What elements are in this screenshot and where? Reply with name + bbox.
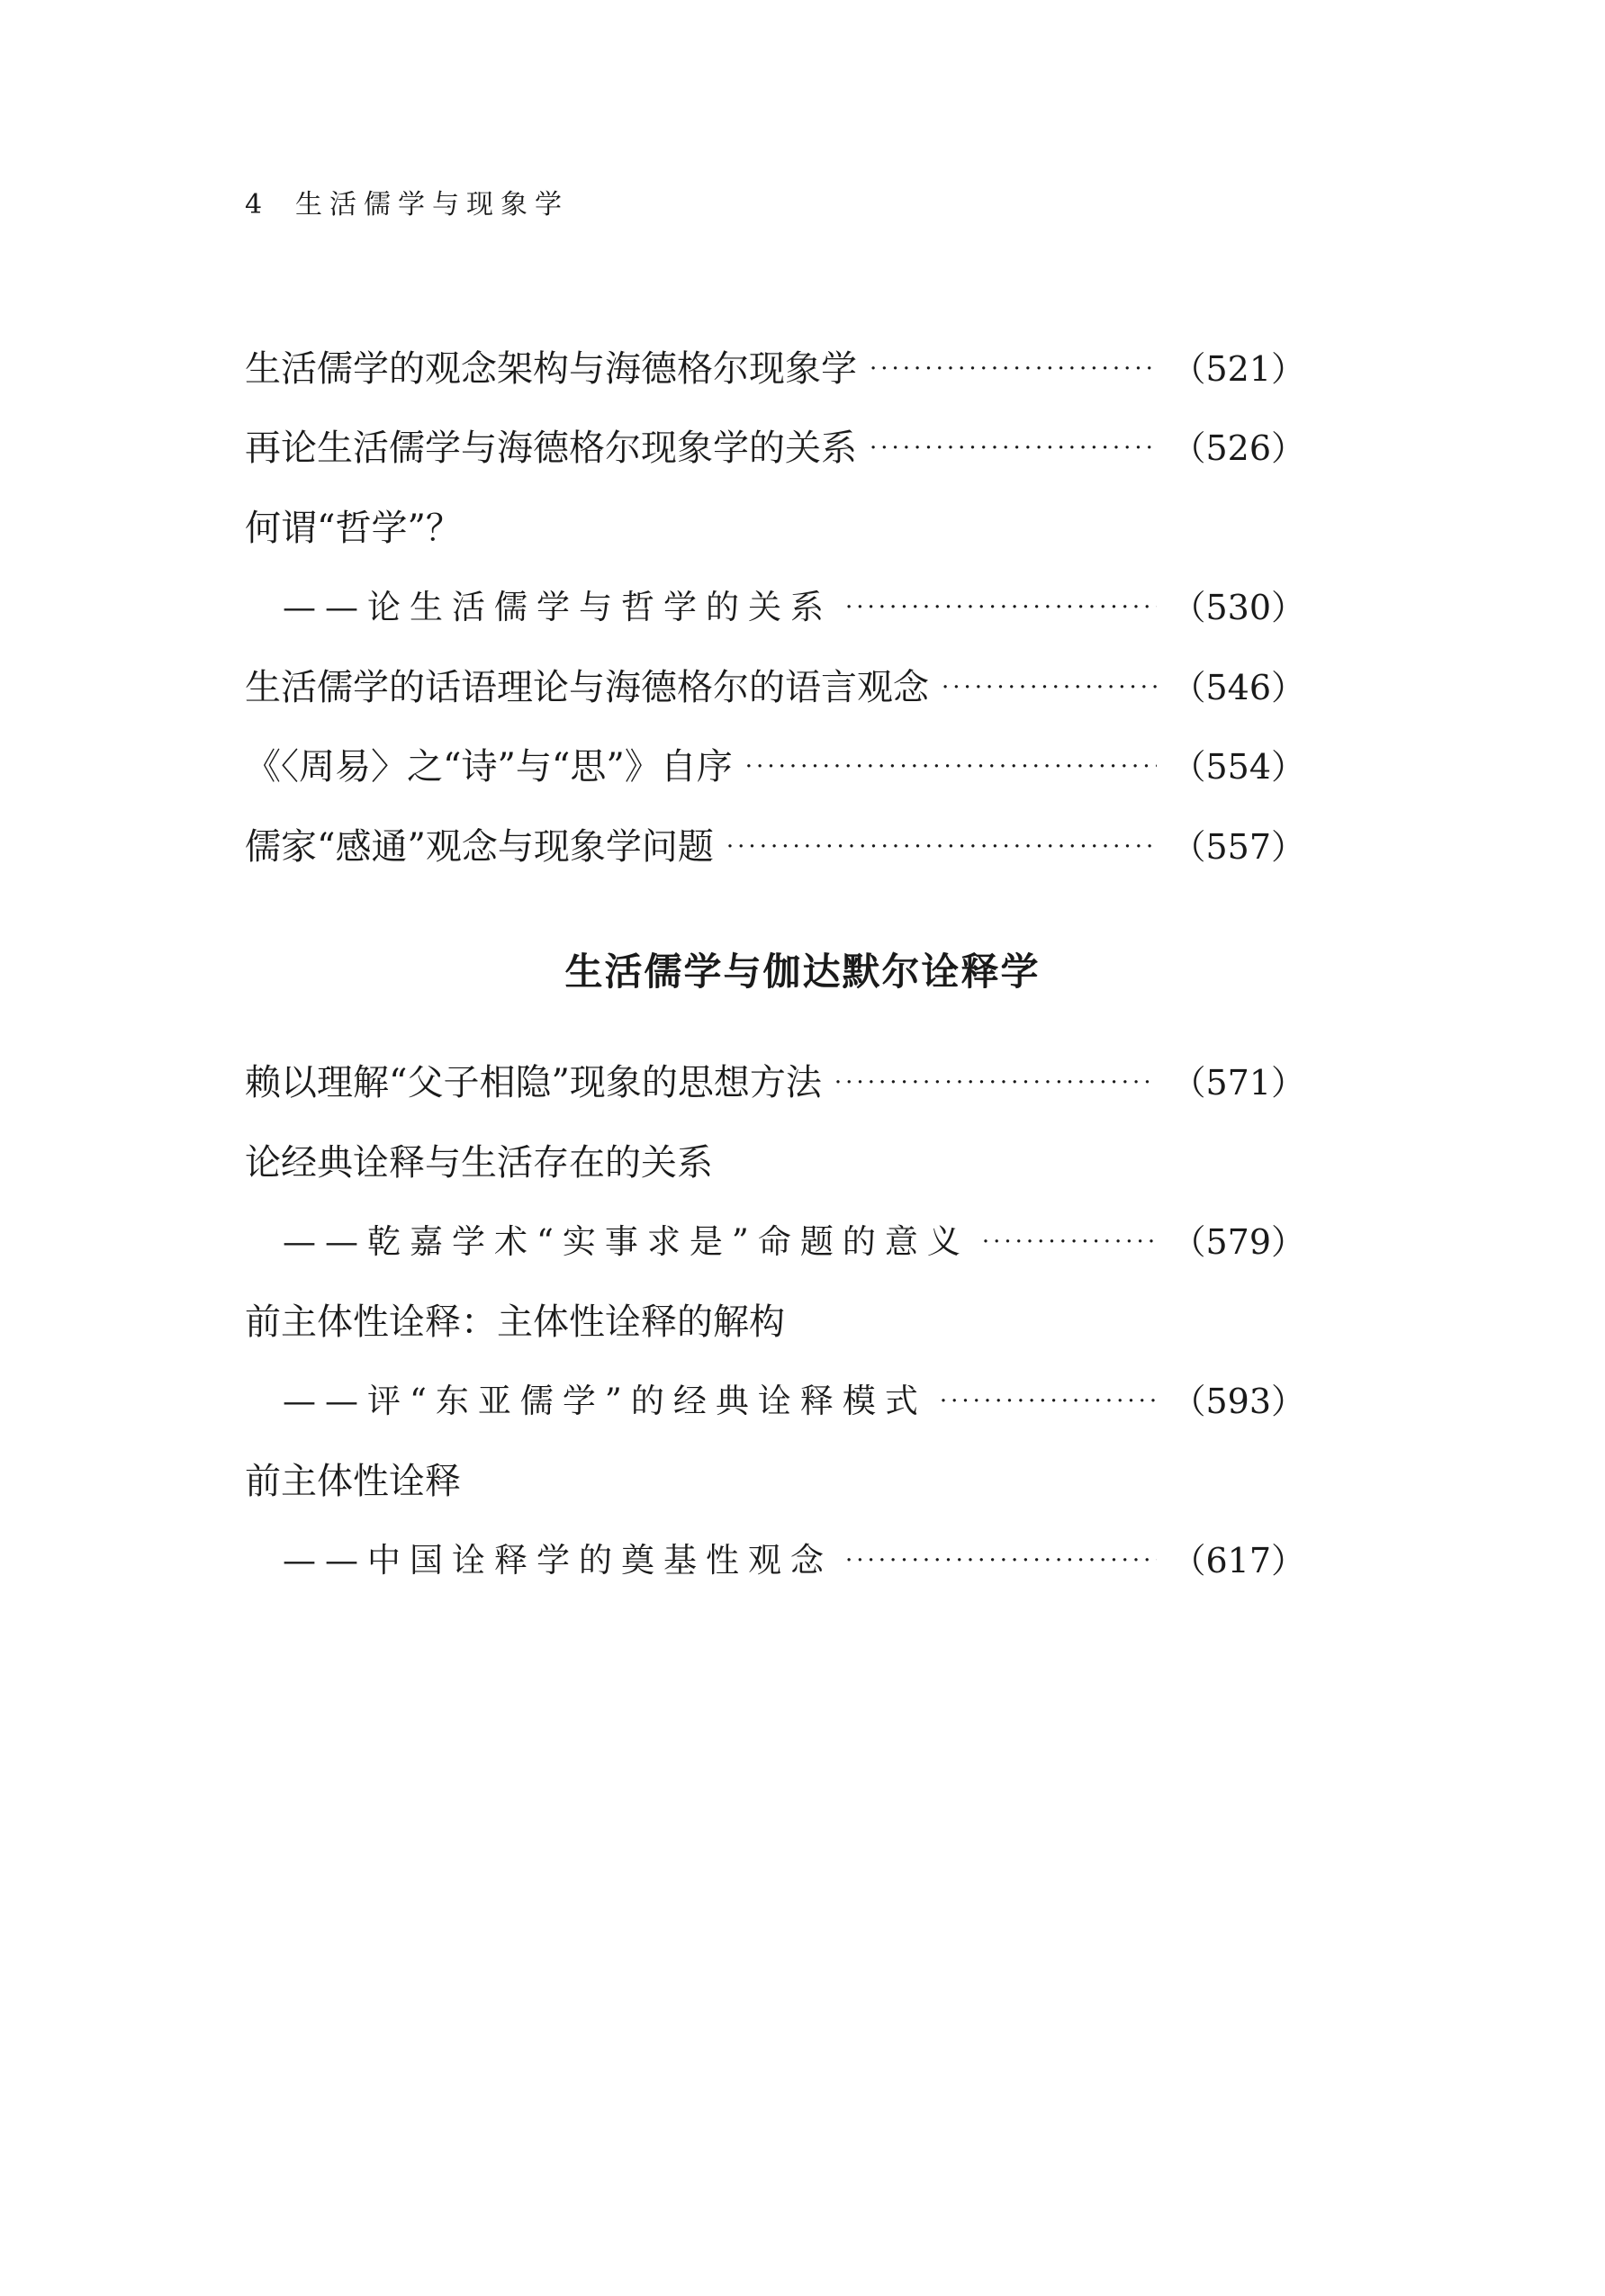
toc-entry-title: 儒家“感通”观念与现象学问题 — [245, 826, 714, 868]
toc-entry[interactable] — [245, 661, 1305, 715]
toc-entry-title: ——乾嘉学术“实事求是”命题的意义 — [283, 1222, 969, 1261]
toc-entry-title: 生活儒学的话语理论与海德格尔的语言观念 — [245, 667, 929, 708]
toc-entry-page: （546） — [1171, 668, 1305, 707]
toc-entry-page: （530） — [1171, 588, 1305, 627]
toc-entry[interactable] — [245, 1056, 1305, 1110]
toc-entry-subtitle[interactable] — [283, 581, 1305, 635]
toc-entry-page: （521） — [1171, 349, 1305, 389]
toc-entry[interactable] — [245, 501, 1305, 555]
toc-entry-subtitle[interactable] — [283, 1215, 1305, 1269]
toc-entry-title: ——中国诠释学的奠基性观念 — [283, 1541, 833, 1580]
toc-entry-subtitle[interactable] — [283, 1534, 1305, 1588]
leader-dots — [845, 581, 1157, 635]
page-number: 4 — [245, 189, 263, 221]
toc-entry-title: ——论生活儒学与哲学的关系 — [283, 588, 833, 626]
toc-entry-page: （579） — [1171, 1222, 1305, 1262]
toc-entry-page: （617） — [1171, 1541, 1305, 1580]
toc-entry[interactable] — [245, 740, 1305, 794]
leader-dots — [870, 342, 1157, 396]
leader-dots — [726, 820, 1158, 874]
toc-entry-title: 前主体性诠释 — [245, 1461, 461, 1502]
leader-dots — [942, 661, 1157, 715]
toc-entry-page: （593） — [1171, 1382, 1305, 1421]
toc-entry-subtitle[interactable] — [283, 1374, 1305, 1428]
toc-entry-title: 《〈周易〉之“诗”与“思”》自序 — [245, 746, 733, 788]
leader-dots — [745, 740, 1158, 794]
toc-entry-title: 赖以理解“父子相隐”现象的思想方法 — [245, 1062, 822, 1103]
leader-dots — [940, 1374, 1158, 1428]
toc-entry-title: ——评“东亚儒学”的经典诠释模式 — [283, 1382, 927, 1420]
toc-entry-page: （571） — [1171, 1063, 1305, 1103]
toc-entry[interactable] — [245, 820, 1305, 874]
toc-entry-page: （554） — [1171, 747, 1305, 787]
toc-entry[interactable] — [245, 1136, 1305, 1190]
running-header — [245, 187, 569, 223]
toc-entry[interactable] — [245, 1454, 1305, 1508]
leader-dots — [982, 1215, 1158, 1269]
toc-entry-title: 论经典诠释与生活存在的关系 — [245, 1142, 713, 1184]
toc-entry-page: （557） — [1171, 827, 1305, 867]
running-title: 生活儒学与现象学 — [295, 189, 569, 221]
leader-dots — [834, 1056, 1158, 1110]
toc-entry-title: 生活儒学的观念架构与海德格尔现象学 — [245, 348, 857, 390]
leader-dots — [870, 421, 1157, 475]
toc-entry-title: 何谓“哲学”？ — [245, 508, 462, 549]
toc-entry[interactable] — [245, 342, 1305, 396]
section-heading: 生活儒学与伽达默尔诠释学 — [564, 950, 1041, 994]
toc-entry-title: 再论生活儒学与海德格尔现象学的关系 — [245, 428, 857, 469]
leader-dots — [845, 1534, 1157, 1588]
toc-entry-title: 前主体性诠释：主体性诠释的解构 — [245, 1301, 785, 1343]
toc-entry-page: （526） — [1171, 428, 1305, 468]
toc-entry[interactable] — [245, 421, 1305, 475]
toc-entry[interactable] — [245, 1295, 1305, 1349]
